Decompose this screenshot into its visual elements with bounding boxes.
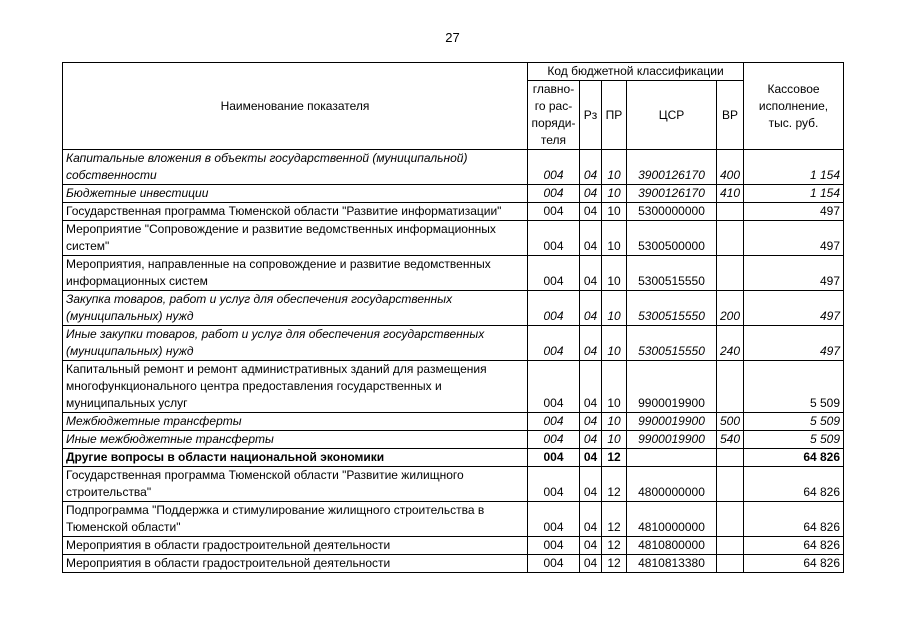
cell-vr: 200 — [717, 291, 744, 326]
cell-rz: 04 — [580, 449, 602, 467]
header-pr: ПР — [602, 81, 627, 150]
cell-csr: 9900019900 — [627, 361, 717, 413]
cell-pr: 10 — [602, 185, 627, 203]
table-row — [63, 203, 844, 221]
cell-glavn: 004 — [528, 449, 580, 467]
cell-pr: 12 — [602, 502, 627, 537]
cell-rz: 04 — [580, 467, 602, 502]
cell-csr: 9900019900 — [627, 413, 717, 431]
cell-rz: 04 — [580, 326, 602, 361]
cell-name: Бюджетные инвестиции — [63, 185, 528, 203]
table-row — [63, 555, 844, 573]
cell-name: Закупка товаров, работ и услуг для обеспечения государственных (муниципальных) нужд — [63, 291, 528, 326]
cell-glavn: 004 — [528, 185, 580, 203]
cell-amount: 1 154 — [744, 150, 844, 185]
cell-glavn: 004 — [528, 413, 580, 431]
cell-rz: 04 — [580, 361, 602, 413]
cell-name: Межбюджетные трансферты — [63, 413, 528, 431]
table-row — [63, 221, 844, 256]
header-csr: ЦСР — [627, 81, 717, 150]
header-rz: Рз — [580, 81, 602, 150]
cell-amount: 64 826 — [744, 555, 844, 573]
cell-name: Мероприятие "Сопровождение и развитие ведомственных информационных систем" — [63, 221, 528, 256]
cell-vr — [717, 537, 744, 555]
cell-rz: 04 — [580, 413, 602, 431]
cell-name: Иные закупки товаров, работ и услуг для обеспечения государственных (муниципальных) нужд — [63, 326, 528, 361]
cell-csr: 4810000000 — [627, 502, 717, 537]
cell-glavn: 004 — [528, 502, 580, 537]
cell-csr: 5300515550 — [627, 326, 717, 361]
cell-vr — [717, 467, 744, 502]
cell-glavn: 004 — [528, 326, 580, 361]
cell-csr: 4810800000 — [627, 537, 717, 555]
cell-name: Мероприятия в области градостроительной деятельности — [63, 537, 528, 555]
cell-amount: 5 509 — [744, 361, 844, 413]
cell-glavn: 004 — [528, 150, 580, 185]
cell-vr — [717, 555, 744, 573]
cell-amount: 64 826 — [744, 449, 844, 467]
cell-name: Подпрограмма "Поддержка и стимулирование жилищного строительства в Тюменской области" — [63, 502, 528, 537]
cell-rz: 04 — [580, 150, 602, 185]
cell-name: Другие вопросы в области национальной экономики — [63, 449, 528, 467]
cell-amount: 64 826 — [744, 537, 844, 555]
cell-csr: 3900126170 — [627, 185, 717, 203]
cell-csr: 5300000000 — [627, 203, 717, 221]
cell-amount: 497 — [744, 291, 844, 326]
table-row — [63, 431, 844, 449]
cell-pr: 10 — [602, 413, 627, 431]
cell-amount: 64 826 — [744, 467, 844, 502]
cell-rz: 04 — [580, 291, 602, 326]
header-code-group: Код бюджетной классификации — [528, 63, 744, 81]
header-glavn: главно-го рас-поряди-теля — [528, 81, 580, 150]
cell-glavn: 004 — [528, 537, 580, 555]
cell-csr: 5300515550 — [627, 256, 717, 291]
cell-vr: 400 — [717, 150, 744, 185]
cell-vr — [717, 361, 744, 413]
cell-glavn: 004 — [528, 467, 580, 502]
cell-pr: 12 — [602, 449, 627, 467]
cell-amount: 1 154 — [744, 185, 844, 203]
cell-vr: 500 — [717, 413, 744, 431]
cell-glavn: 004 — [528, 256, 580, 291]
table-row — [63, 502, 844, 537]
cell-rz: 04 — [580, 555, 602, 573]
table-body — [63, 150, 844, 573]
cell-rz: 04 — [580, 431, 602, 449]
cell-glavn: 004 — [528, 361, 580, 413]
cell-name: Капитальные вложения в объекты государственной (муниципальной) собственности — [63, 150, 528, 185]
cell-csr: 4810813380 — [627, 555, 717, 573]
cell-amount: 497 — [744, 326, 844, 361]
cell-pr: 12 — [602, 555, 627, 573]
cell-amount: 497 — [744, 221, 844, 256]
cell-amount: 5 509 — [744, 413, 844, 431]
cell-amount: 497 — [744, 203, 844, 221]
cell-vr — [717, 449, 744, 467]
table-row — [63, 413, 844, 431]
cell-vr — [717, 221, 744, 256]
cell-glavn: 004 — [528, 291, 580, 326]
cell-glavn: 004 — [528, 555, 580, 573]
cell-rz: 04 — [580, 502, 602, 537]
cell-amount: 5 509 — [744, 431, 844, 449]
cell-pr: 12 — [602, 537, 627, 555]
table-row — [63, 326, 844, 361]
cell-csr — [627, 449, 717, 467]
cell-pr: 10 — [602, 431, 627, 449]
header-name: Наименование показателя — [63, 63, 528, 150]
cell-pr: 10 — [602, 150, 627, 185]
cell-csr: 9900019900 — [627, 431, 717, 449]
cell-csr: 5300500000 — [627, 221, 717, 256]
cell-pr: 10 — [602, 361, 627, 413]
cell-amount: 64 826 — [744, 502, 844, 537]
cell-rz: 04 — [580, 256, 602, 291]
cell-pr: 10 — [602, 256, 627, 291]
cell-csr: 4800000000 — [627, 467, 717, 502]
table-row — [63, 185, 844, 203]
cell-glavn: 004 — [528, 203, 580, 221]
cell-rz: 04 — [580, 221, 602, 256]
budget-table — [62, 62, 844, 573]
cell-vr — [717, 256, 744, 291]
cell-vr — [717, 502, 744, 537]
cell-rz: 04 — [580, 185, 602, 203]
cell-pr: 10 — [602, 203, 627, 221]
cell-pr: 10 — [602, 326, 627, 361]
table-row — [63, 361, 844, 413]
cell-pr: 12 — [602, 467, 627, 502]
page-number: 27 — [445, 30, 460, 45]
cell-name: Мероприятия в области градостроительной деятельности — [63, 555, 528, 573]
cell-rz: 04 — [580, 203, 602, 221]
table-row — [63, 291, 844, 326]
cell-csr: 5300515550 — [627, 291, 717, 326]
cell-name: Государственная программа Тюменской области "Развитие жилищного строительства" — [63, 467, 528, 502]
table-row — [63, 150, 844, 185]
cell-name: Мероприятия, направленные на сопровождение и развитие ведомственных информационных систем — [63, 256, 528, 291]
table-row — [63, 449, 844, 467]
cell-name: Иные межбюджетные трансферты — [63, 431, 528, 449]
cell-vr — [717, 203, 744, 221]
cell-vr: 240 — [717, 326, 744, 361]
cell-vr: 410 — [717, 185, 744, 203]
cell-amount: 497 — [744, 256, 844, 291]
table-row — [63, 256, 844, 291]
cell-vr: 540 — [717, 431, 744, 449]
cell-name: Государственная программа Тюменской области "Развитие информатизации" — [63, 203, 528, 221]
header-vr: ВР — [717, 81, 744, 150]
cell-glavn: 004 — [528, 431, 580, 449]
cell-rz: 04 — [580, 537, 602, 555]
cell-glavn: 004 — [528, 221, 580, 256]
cell-csr: 3900126170 — [627, 150, 717, 185]
cell-pr: 10 — [602, 291, 627, 326]
table-row — [63, 537, 844, 555]
cell-name: Капитальный ремонт и ремонт административных зданий для размещения многофункционального центра предоставления государственных и муниципальных услуг — [63, 361, 528, 413]
table-row — [63, 467, 844, 502]
cell-pr: 10 — [602, 221, 627, 256]
header-amount: Кассовое исполнение, тыс. руб. — [744, 63, 844, 150]
